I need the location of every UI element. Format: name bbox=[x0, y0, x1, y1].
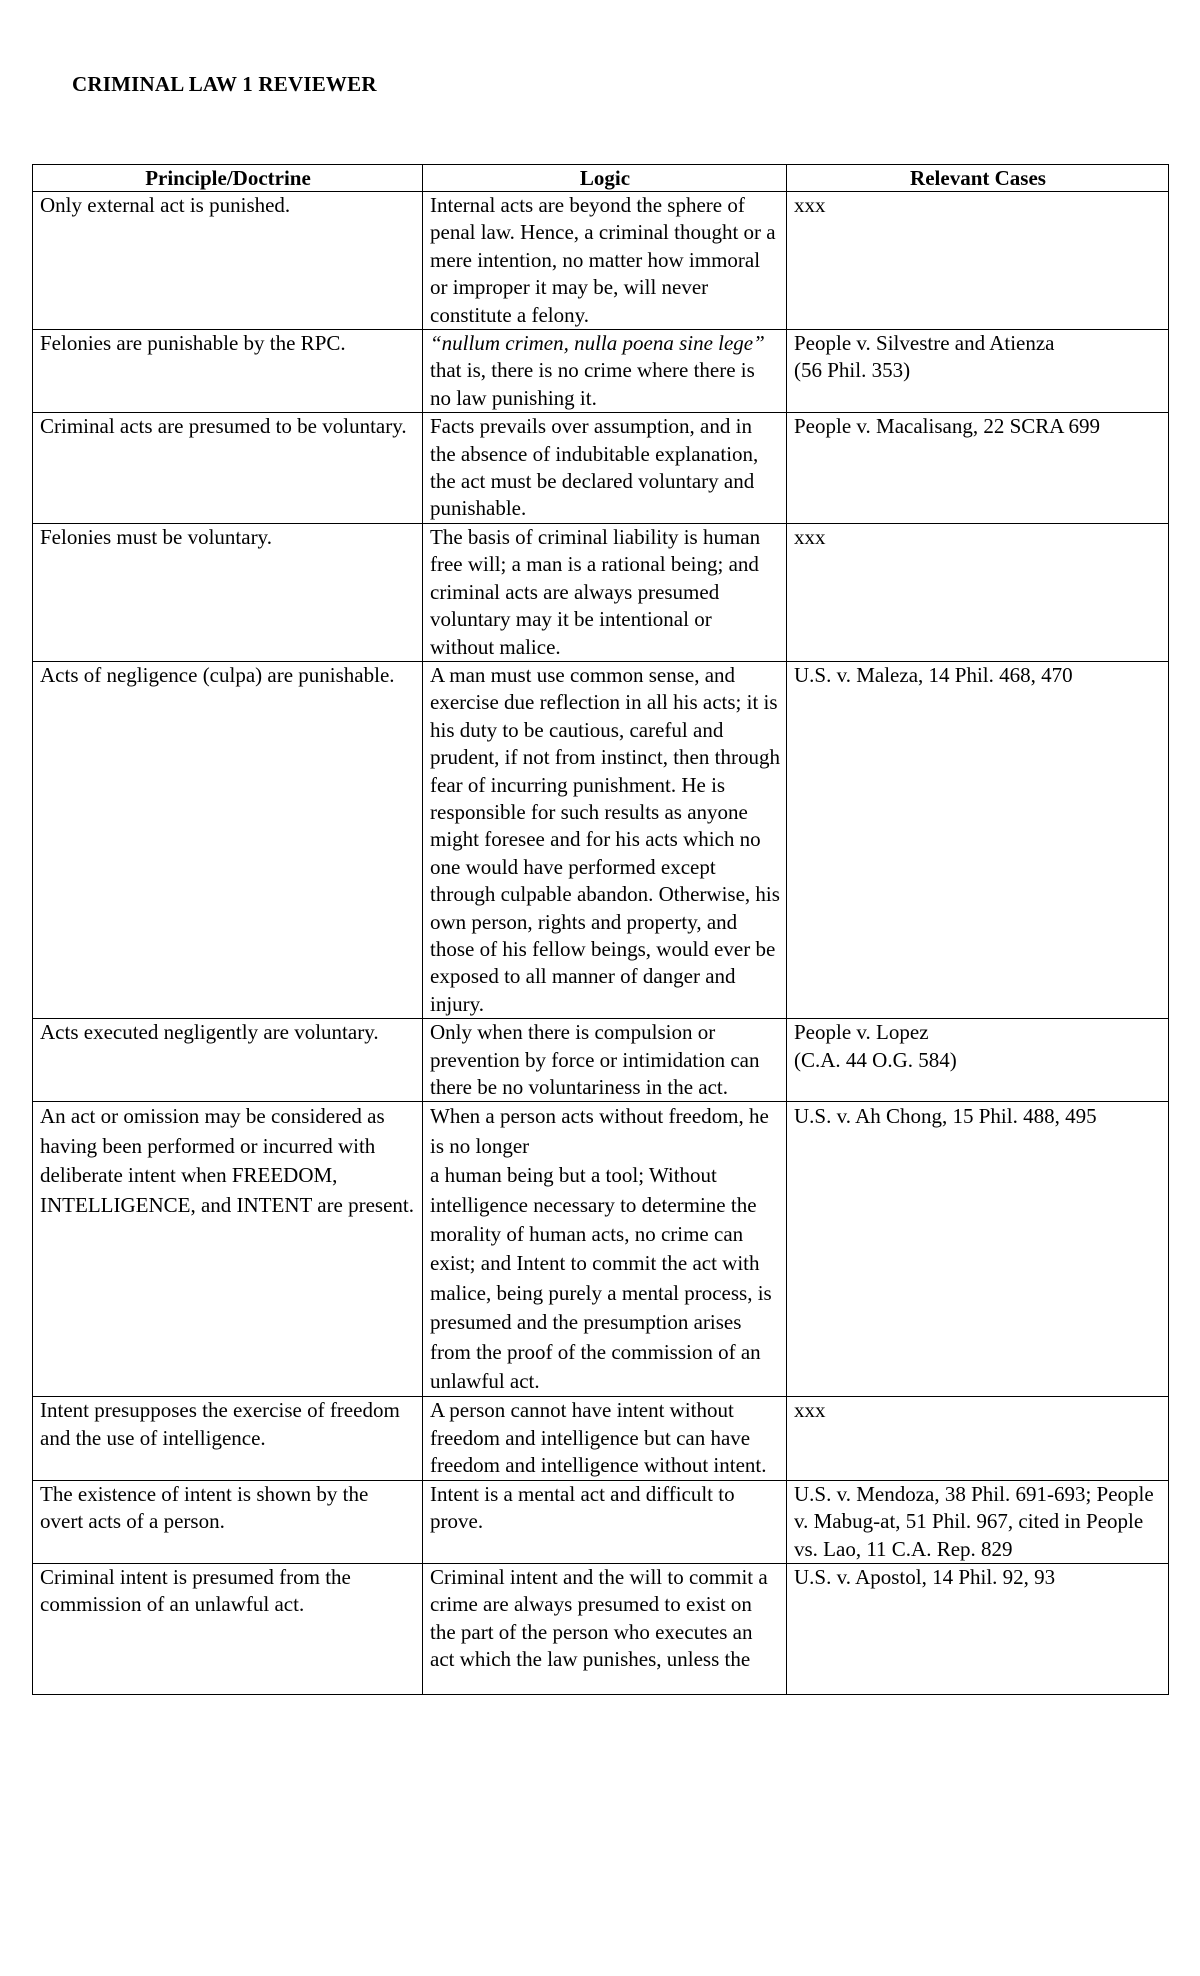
cases-cell: People v. Macalisang, 22 SCRA 699 bbox=[787, 413, 1169, 524]
header-principle: Principle/Doctrine bbox=[33, 165, 423, 192]
principle-cell: Acts executed negligently are voluntary. bbox=[33, 1019, 423, 1102]
document-title: CRIMINAL LAW 1 REVIEWER bbox=[72, 72, 377, 96]
header-logic: Logic bbox=[423, 165, 787, 192]
principle-cell: Felonies are punishable by the RPC. bbox=[33, 330, 423, 413]
principle-cell: Felonies must be voluntary. bbox=[33, 523, 423, 661]
logic-text: When a person acts without freedom, he is no longer bbox=[430, 1104, 769, 1158]
principle-cell: Intent presupposes the exercise of freedom and the use of intelligence. bbox=[33, 1397, 423, 1480]
principle-cell: Acts of negligence (culpa) are punishable. bbox=[33, 661, 423, 1018]
cases-cell: U.S. v. Ah Chong, 15 Phil. 488, 495 bbox=[787, 1102, 1169, 1397]
cases-cell: U.S. v. Maleza, 14 Phil. 468, 470 bbox=[787, 661, 1169, 1018]
case-citation-detail: (56 Phil. 353) bbox=[794, 358, 911, 383]
logic-cell: Only when there is compulsion or prevention by force or intimidation can there be no voluntariness in the act. bbox=[423, 1019, 787, 1102]
cases-cell: U.S. v. Mendoza, 38 Phil. 691-693; People v. Mabug-at, 51 Phil. 967, cited in People vs. Lao, 11 C.A. Rep. 829 bbox=[787, 1480, 1169, 1563]
table-row bbox=[33, 1480, 1169, 1563]
cases-cell bbox=[787, 330, 1169, 413]
principle-cell: Criminal intent is presumed from the commission of an unlawful act. bbox=[33, 1563, 423, 1694]
logic-cell: Facts prevails over assumption, and in the absence of indubitable explanation, the act must be declared voluntary and punishable. bbox=[423, 413, 787, 524]
logic-cell: Internal acts are beyond the sphere of penal law. Hence, a criminal thought or a mere intention, no matter how immoral or improper it may be, will never constitute a felony. bbox=[423, 192, 787, 330]
logic-text-continued: a human being but a tool; Without intelligence necessary to determine the morality of human acts, no crime can exist; and Intent to commit the act with malice, being purely a mental process, is presumed and the presumption arises from the proof of the commission of an unlawful act. bbox=[430, 1163, 772, 1394]
logic-cell bbox=[423, 1102, 787, 1397]
table-row bbox=[33, 661, 1169, 1018]
logic-cell: Criminal intent and the will to commit a crime are always presumed to exist on the part of the person who executes an act which the law punishes, unless the bbox=[423, 1563, 787, 1694]
header-cases: Relevant Cases bbox=[787, 165, 1169, 192]
logic-cell: Intent is a mental act and difficult to prove. bbox=[423, 1480, 787, 1563]
case-citation: People v. Lopez bbox=[794, 1020, 929, 1045]
principle-cell: The existence of intent is shown by the overt acts of a person. bbox=[33, 1480, 423, 1563]
logic-cell: A man must use common sense, and exercise due reflection in all his acts; it is his duty to be cautious, careful and prudent, if not from instinct, then through fear of incurring punishment. He is responsible for such results as anyone might foresee and for his acts which no one would have performed except through culpable abandon. Otherwise, his own person, rights and property, and those of his fellow beings, would ever be exposed to all manner of danger and injury. bbox=[423, 661, 787, 1018]
cases-cell: xxx bbox=[787, 192, 1169, 330]
table-row bbox=[33, 192, 1169, 330]
table-row bbox=[33, 330, 1169, 413]
table-row bbox=[33, 1102, 1169, 1397]
case-citation-detail: (C.A. 44 O.G. 584) bbox=[794, 1047, 957, 1072]
table-row bbox=[33, 1397, 1169, 1480]
logic-text: that is, there is no crime where there is no law punishing it. bbox=[430, 358, 755, 410]
logic-cell: A person cannot have intent without freedom and intelligence but can have freedom and intelligence without intent. bbox=[423, 1397, 787, 1480]
logic-cell: The basis of criminal liability is human free will; a man is a rational being; and criminal acts are always presumed voluntary may it be intentional or without malice. bbox=[423, 523, 787, 661]
table-row bbox=[33, 1563, 1169, 1694]
table-row bbox=[33, 523, 1169, 661]
latin-maxim: “nullum crimen, nulla poena sine lege” bbox=[430, 331, 765, 356]
table-header-row bbox=[33, 165, 1169, 192]
principle-cell: An act or omission may be considered as having been performed or incurred with deliberate intent when FREEDOM, INTELLIGENCE, and INTENT are present. bbox=[33, 1102, 423, 1397]
reviewer-table bbox=[32, 164, 1169, 1695]
table-row bbox=[33, 1019, 1169, 1102]
principle-cell: Only external act is punished. bbox=[33, 192, 423, 330]
case-citation: People v. Silvestre and Atienza bbox=[794, 331, 1055, 356]
cases-cell: xxx bbox=[787, 1397, 1169, 1480]
principle-cell: Criminal acts are presumed to be voluntary. bbox=[33, 413, 423, 524]
cases-cell bbox=[787, 1019, 1169, 1102]
logic-cell bbox=[423, 330, 787, 413]
cases-cell: U.S. v. Apostol, 14 Phil. 92, 93 bbox=[787, 1563, 1169, 1694]
cases-cell: xxx bbox=[787, 523, 1169, 661]
table-row bbox=[33, 413, 1169, 524]
